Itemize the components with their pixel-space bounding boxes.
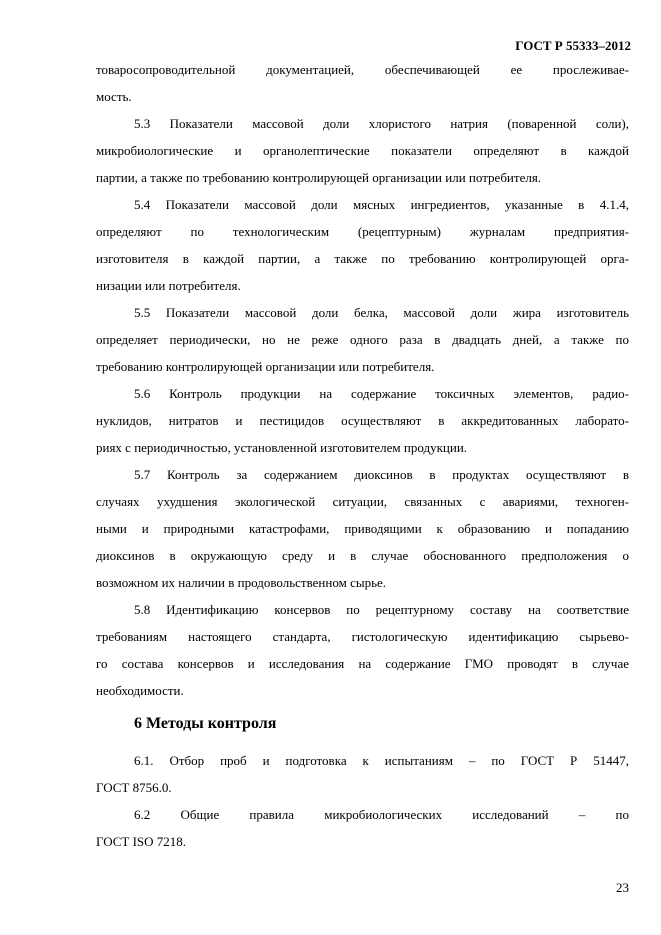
text-line: 5.4 Показатели массовой доли мясных ингредиентов, указанные в 4.1.4, bbox=[134, 197, 629, 212]
text-line: 6.2 Общие правила микробиологических исследований – по bbox=[134, 807, 629, 822]
text-line: микробиологические и органолептические показатели определяют в каждой bbox=[96, 143, 629, 158]
text-line: изготовителя в каждой партии, а также по требованию контролирующей орга- bbox=[96, 251, 629, 266]
text-line: требованиям настоящего стандарта, гистологическую идентификацию сырьево- bbox=[96, 629, 629, 644]
text-line: требованию контролирующей организации или потребителя. bbox=[96, 359, 435, 374]
section-6-text bbox=[96, 752, 629, 860]
text-line: нуклидов, нитратов и пестицидов осуществляют в аккредитованных лаборато- bbox=[96, 413, 629, 428]
text-line: диоксинов в окружающую среду и в случае обоснованного предположения о bbox=[96, 548, 629, 563]
text-line: 6.1. Отбор проб и подготовка к испытаниям – по ГОСТ Р 51447, bbox=[134, 753, 629, 768]
text-line: низации или потребителя. bbox=[96, 278, 241, 293]
section-title: 6 Методы контроля bbox=[134, 715, 277, 732]
text-line: го состава консервов и исследования на содержание ГМО проводят в случае bbox=[96, 656, 629, 671]
text-line: 5.7 Контроль за содержанием диоксинов в продуктах осуществляют в bbox=[134, 467, 629, 482]
text-line: 5.8 Идентификацию консервов по рецептурному составу на соответствие bbox=[134, 602, 629, 617]
text-line: ными и природными катастрофами, приводящими к образованию и попаданию bbox=[96, 521, 629, 536]
text-line: 5.6 Контроль продукции на содержание токсичных элементов, радио- bbox=[134, 386, 629, 401]
text-line: определяют по технологическим (рецептурным) журналам предприятия- bbox=[96, 224, 629, 239]
text-line: товаросопроводительной документацией, обеспечивающей ее прослеживае- bbox=[96, 62, 629, 77]
document-header: ГОСТ Р 55333–2012 bbox=[515, 38, 631, 53]
text-line: определяет периодически, но не реже одного раза в двадцать дней, а также по bbox=[96, 332, 629, 347]
text-line: случаях ухудшения экологической ситуации, связанных с авариями, техноген- bbox=[96, 494, 629, 509]
page-number: 23 bbox=[616, 880, 629, 895]
text-line: риях с периодичностью, установленной изготовителем продукции. bbox=[96, 440, 468, 455]
text-line: ГОСТ 8756.0. bbox=[96, 780, 172, 795]
text-line: возможном их наличии в продовольственном сырье. bbox=[96, 575, 387, 590]
text-line: партии, а также по требованию контролирующей организации или потребителя. bbox=[96, 170, 542, 185]
text-line: ГОСТ ISO 7218. bbox=[96, 834, 187, 849]
text-line: необходимости. bbox=[96, 683, 184, 698]
text-line: 5.5 Показатели массовой доли белка, массовой доли жира изготовитель bbox=[134, 305, 629, 320]
section-5-text bbox=[96, 61, 629, 709]
text-line: мость. bbox=[96, 89, 132, 104]
text-line: 5.3 Показатели массовой доли хлористого натрия (поваренной соли), bbox=[134, 116, 629, 131]
